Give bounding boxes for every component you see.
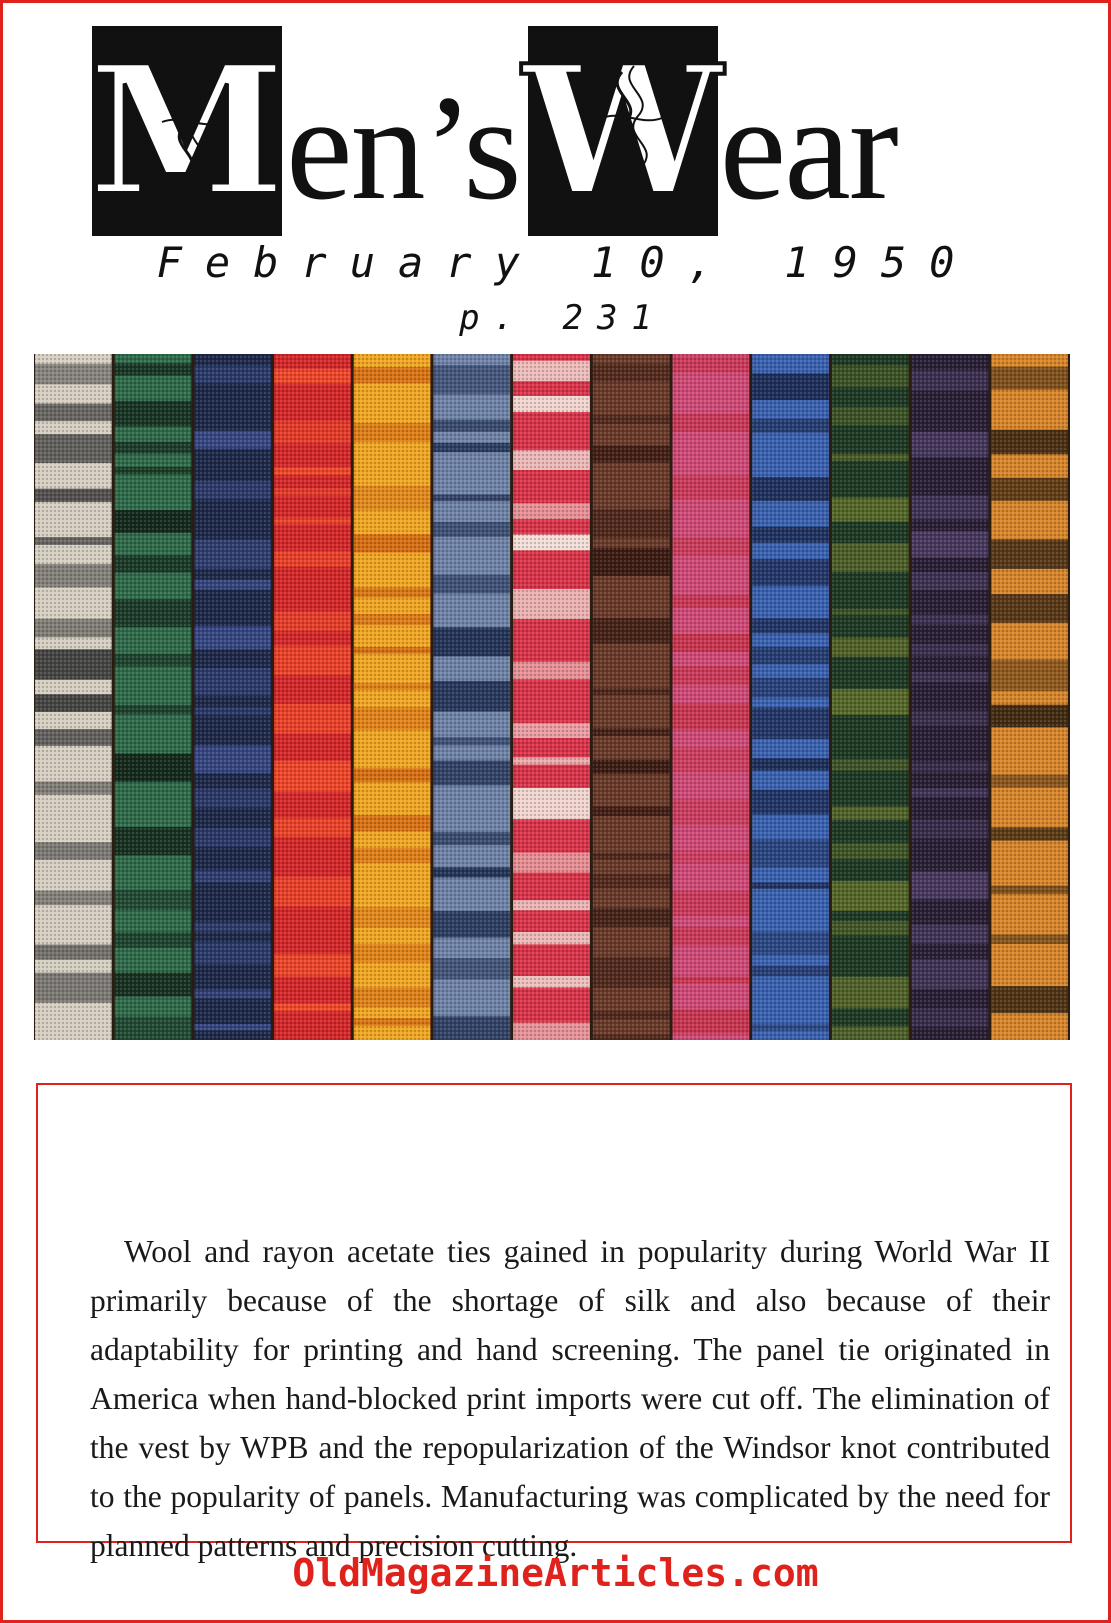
ties-illustration — [34, 354, 1070, 1040]
tie-8 — [593, 354, 670, 1040]
initial-w-letter: W — [522, 26, 723, 235]
ties-photo — [34, 354, 1070, 1040]
masthead-word-mens: en’s — [286, 65, 520, 231]
initial-w-block — [522, 26, 723, 236]
tie-5 — [354, 354, 431, 1040]
tie-2 — [115, 354, 192, 1040]
page-number: p. 231 — [459, 298, 666, 338]
tie-3 — [194, 354, 271, 1040]
site-link[interactable]: OldMagazineArticles.com — [292, 1551, 819, 1595]
initial-m-block — [88, 26, 286, 236]
caption-box — [36, 1083, 1072, 1563]
issue-date: February 10, 1950 — [156, 238, 978, 287]
caption-paragraph: Wool and rayon acetate ties gained in popularity during World War II primarily because of the shortage of silk and also because of their adaptability for printing and hand screening. The panel tie originated in America when hand-blocked print imports were cut off. The elimination of the vest by WPB and the repopularization of the Windsor knot contributed to the popularity of panels. Manufacturing was complicated by the need for planned patterns and precision cutting. — [90, 1233, 1050, 1563]
masthead-logo — [88, 20, 1047, 242]
tie-7 — [513, 354, 590, 1040]
tie-1 — [35, 354, 112, 1040]
initial-m-letter: M — [88, 26, 286, 235]
tie-12 — [912, 354, 989, 1040]
tie-13 — [991, 354, 1068, 1040]
tie-4 — [274, 354, 351, 1040]
tie-6 — [433, 354, 510, 1040]
tie-9 — [673, 354, 750, 1040]
masthead-word-wear: ear — [719, 65, 897, 231]
tie-11 — [832, 354, 909, 1040]
tie-10 — [752, 354, 829, 1040]
